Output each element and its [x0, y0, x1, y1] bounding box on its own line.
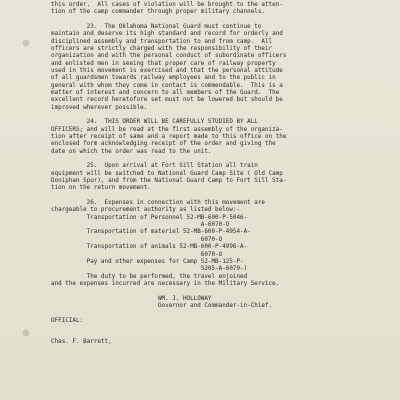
paragraph-23	[51, 24, 366, 112]
text-line: Pay and other expenses for Camp 52-MB-125-P-	[51, 258, 244, 265]
text-line: A-6070-O	[51, 222, 230, 229]
text-line: maintain and deserve its high standard and record for orderly and	[51, 31, 283, 38]
text-line: The duty to be performed, the travel enjoined	[51, 273, 248, 280]
text-line: tion of the camp commander through proper military channels.	[51, 9, 265, 16]
text-line: chargeable to procurement authority as listed below:-	[51, 207, 241, 214]
signature-title: Governor and Commander-in-Chief.	[51, 302, 273, 309]
official-label: OFFICIAL:	[51, 317, 84, 324]
text-line: general with whom they come in contact is commendable. This is a	[51, 82, 283, 89]
text-line: organization and with the personal conduct of subordinate officers	[51, 53, 287, 60]
text-line: of all guardsmen towards railway employees and to the public in	[51, 75, 276, 82]
text-line: 26. Expenses in connection with this movement are	[51, 200, 265, 207]
signer-name: Chas. F. Barrett,	[51, 339, 112, 346]
text-line: 23. The Oklahoma National Guard must continue to	[51, 23, 262, 30]
text-line: improved wherever possible.	[51, 104, 148, 111]
text-line: matter of interest and concern to all members of the Guard. The	[51, 90, 280, 97]
punch-hole	[23, 40, 29, 46]
text-line: disciplined assembly and transportation to and from camp. All	[51, 38, 273, 45]
official-block	[51, 318, 366, 325]
text-line: excellent record heretofore set must not be lowered but should be	[51, 97, 283, 104]
text-line: tion on the return movement.	[51, 185, 151, 192]
punch-hole	[23, 330, 29, 336]
paragraph-25	[51, 163, 366, 192]
text-line: this order. All cases of violation will be brought to the atten-	[51, 2, 283, 8]
text-line: Transportation of materiel 52-MB-600-P-4954-A-	[51, 229, 251, 236]
text-line: 25. Upon arrival at Fort Sill Station all train	[51, 163, 258, 170]
document-body	[51, 2, 366, 347]
text-line: 24. THIS ORDER WILL BE CAREFULLY STUDIED BY ALL	[51, 119, 258, 126]
text-line: Transportation of Personnel 52-MB-600-P-5046-	[51, 214, 248, 221]
text-line: and enlisted men in seeing that proper care of railway property	[51, 60, 276, 67]
text-line: date on which the order was read to the unit.	[51, 148, 212, 155]
text-line: 6070-O	[51, 251, 223, 258]
text-line: Transportation of animals 52-MB-600-P-4996-A-	[51, 244, 248, 251]
text-line: Doniphan Spur), and from the National Guard Camp to Fort Sill Sta-	[51, 178, 287, 185]
text-line: OFFICERS; and will be read at the first assembly of the organiza-	[51, 126, 283, 133]
text-line: enclosed form acknowledging receipt of the order and giving the	[51, 141, 276, 148]
signature-block	[51, 296, 366, 311]
text-line: tion after receipt of same and a report made to this office on the	[51, 134, 287, 141]
text-line: equipment will be switched to National Guard Camp Site ( Old Camp	[51, 170, 283, 177]
paragraph-24	[51, 119, 366, 156]
text-line: used in this movement is exercised and that the personal attitude	[51, 68, 283, 75]
continued-text	[51, 2, 366, 17]
text-line: and the expenses incurred are necessary in the Military Service.	[51, 280, 280, 287]
signer-block	[51, 339, 366, 346]
signature-name: WM. J. HOLLOWAY	[51, 295, 212, 302]
paragraph-26	[51, 200, 366, 288]
text-line: 5205-A-6070-)	[51, 266, 248, 273]
text-line: officers are strictly charged with the responsibility of their	[51, 46, 273, 53]
text-line: 6070-O	[51, 236, 223, 243]
